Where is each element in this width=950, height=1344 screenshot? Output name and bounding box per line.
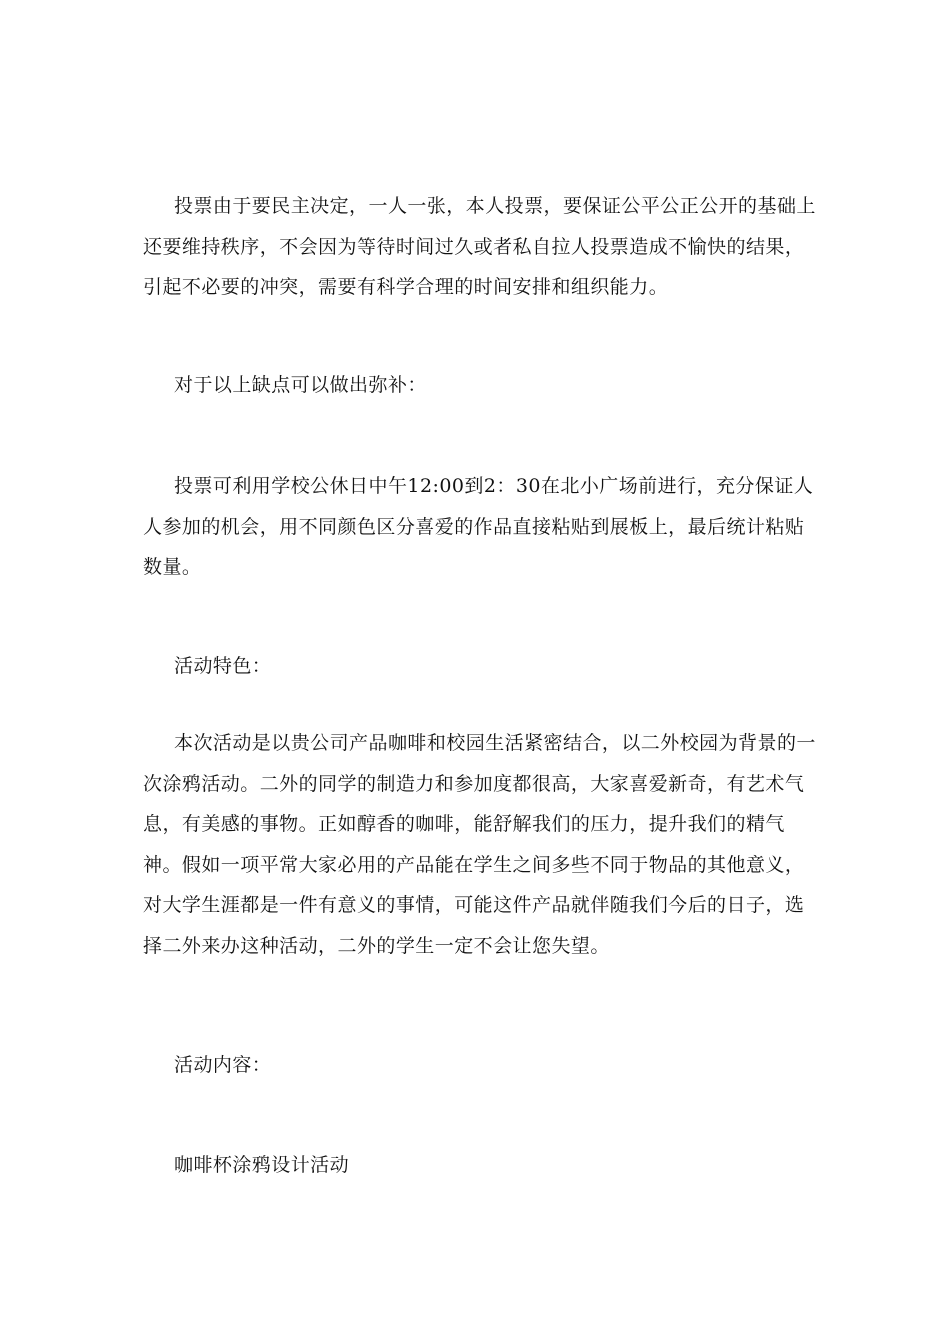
paragraph-content-item: 咖啡杯涂鸦设计活动 [174,1154,350,1176]
paragraph-features-body: 本次活动是以贵公司产品咖啡和校园生活紧密结合，以二外校园为背景的一次涂鸦活动。二外的同学的制造力和参加度都很高，大家喜爱新奇，有艺术气息，有美感的事物。正如醇香的咖啡，能舒解我们的压力，提升我们的精气神。假如一项平常大家必用的产品能在学生之间多些不同于物品的其他意义，对大学生涯都是一件有意义的事情，可能这件产品就伴随我们今后的日子，选择二外来办这种活动，二外的学生一定不会让您失望。 [143,732,816,957]
paragraph-voting-fairness: 投票由于要民主决定，一人一张，本人投票，要保证公平公正公开的基础上还要维持秩序，不会因为等待时间过久或者私自拉人投票造成不愉快的结果，引起不必要的冲突，需要有科学合理的时间安排和组织能力。 [143,195,816,298]
paragraph-content-heading: 活动内容： [174,1054,272,1076]
paragraph-features-heading: 活动特色： [174,655,272,677]
paragraph-voting-schedule: 投票可利用学校公休日中午12:00到2：30在北小广场前进行，充分保证人人参加的机会，用不同颜色区分喜爱的作品直接粘贴到展板上，最后统计粘贴数量。 [143,475,814,578]
paragraph-remedy-heading: 对于以上缺点可以做出弥补： [174,374,427,396]
